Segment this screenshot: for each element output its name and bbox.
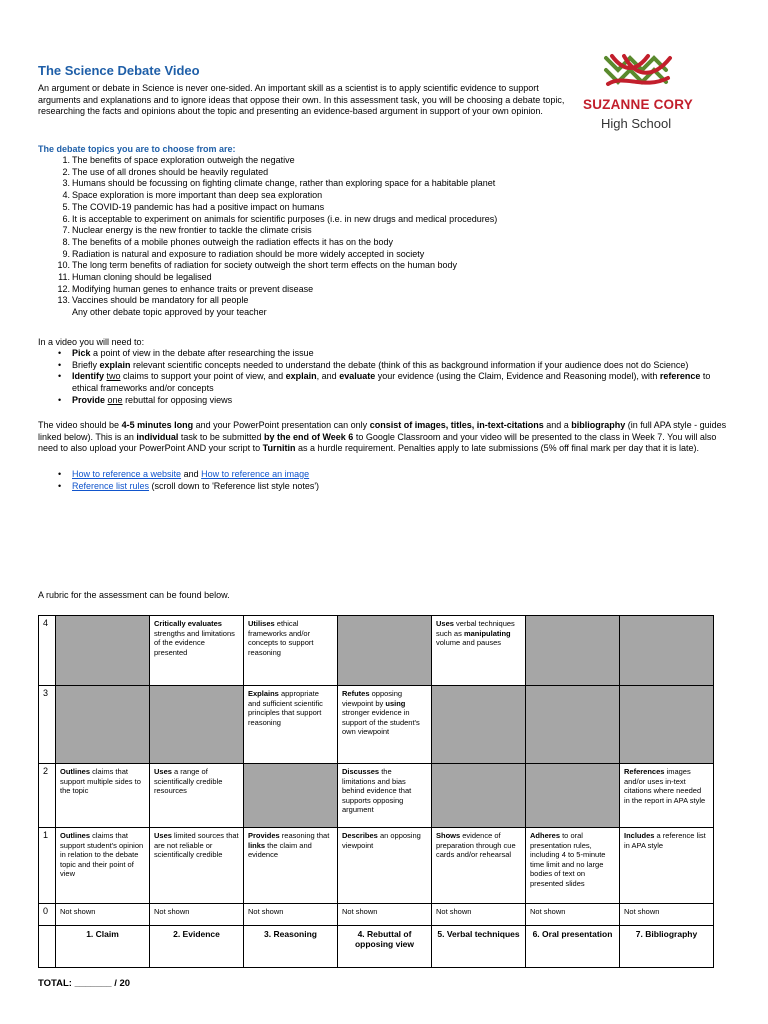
rubric-cell: Uses verbal techniques such as manipulating volume and pauses [432,616,526,686]
topics-heading: The debate topics you are to choose from are: [38,144,236,154]
link-reference-image[interactable]: How to reference an image [201,469,310,479]
rubric-cell: Not shown [56,904,150,926]
rubric-cell-empty [620,686,714,764]
list-item: • Briefly explain relevant scientific concepts needed to understand the debate (think of this as background information if your audience does not do Science) [38,360,728,372]
list-item: 9. Radiation is natural and exposure to radiation should be more widely accepted in society [62,248,425,259]
rubric-criterion-header: 7. Bibliography [620,926,714,968]
video-heading: In a video you will need to: [38,337,145,347]
rubric-level: 4 [39,616,56,686]
table-row [39,926,714,968]
rubric-cell: Utilises ethical frameworks and/or concepts to support reasoning [244,616,338,686]
rubric-cell: Not shown [620,904,714,926]
link-reference-website[interactable]: How to reference a website [72,469,182,479]
intro-paragraph: An argument or debate in Science is never one-sided. An important skill as a scientist is to apply scientific evidence to support arguments and explanations and to ignore ideas that oppose their own. In this assessment task, you will be choosing a debate topic, researching the facts and opinions about the topic and presenting an evidence-based argument in support of your own opinion. [38,83,565,117]
list-item: 10. The long term benefits of radiation for society outweigh the short term effects on the human body [57,260,458,271]
rubric-cell-empty [56,616,150,686]
rubric-cell: Outlines claims that support student's opinion in relation to the debate topic and their point of view [56,828,150,904]
logo-school-name: SUZANNE CORY [583,97,693,112]
rubric-level-blank [39,926,56,968]
rubric-cell-empty [244,764,338,828]
list-item: 12. Modifying human genes to enhance traits or prevent disease [57,283,314,294]
rubric-table [38,615,714,968]
rubric-level: 3 [39,686,56,764]
rubric-cell: Not shown [526,904,620,926]
list-item: 11. Human cloning should be legalised [58,272,212,283]
table-row [39,828,714,904]
rubric-cell: Includes a reference list in APA style [620,828,714,904]
tasks-list [38,348,728,407]
table-row [39,764,714,828]
list-item: 7. Nuclear energy is the new frontier to tackle the climate crisis [62,225,312,236]
list-item: 4. Space exploration is more important than deep sea exploration [62,190,323,201]
rubric-cell: Uses a range of scientifically credible resources [150,764,244,828]
list-item: 6. It is acceptable to experiment on animals for scientific purposes (i.e. in new drugs and medical procedures) [62,213,498,224]
rubric-cell: Not shown [338,904,432,926]
rubric-cell: References images and/or uses in-text citations where needed in the report in APA style [620,764,714,828]
rubric-cell-empty [432,764,526,828]
rubric-criterion-header: 1. Claim [56,926,150,968]
rubric-criterion-header: 3. Reasoning [244,926,338,968]
link-reference-list-rules[interactable]: Reference list rules [72,480,150,491]
rubric-level: 0 [39,904,56,926]
video-requirements-paragraph: The video should be 4-5 minutes long and your PowerPoint presentation can only consist of images, titles, in-text-citations and a bibliography (in full APA style - guides linked below). This is an individual task to be submitted by the end of Week 6 to Google Classroom and your video will be presented to the class in Week 7. You will also need to also upload your PowerPoint AND your script to Turnitin as a hurdle requirement. Penalties apply to late submissions (5% off final mark per day that it is late). [38,420,727,454]
rubric-cell: Provides reasoning that links the claim and evidence [244,828,338,904]
rubric-cell-empty [620,616,714,686]
topics-list [38,155,658,319]
table-row [39,616,714,686]
rubric-cell-empty [526,686,620,764]
table-row [39,904,714,926]
list-item: 1. The benefits of space exploration outweigh the negative [62,155,295,165]
list-item: 3. Humans should be focussing on fighting climate change, rather than exploring space for a habitable planet [62,178,496,189]
rubric-criterion-header: 4. Rebuttal of opposing view [338,926,432,968]
list-item: 13. Vaccines should be mandatory for all people [57,295,249,306]
rubric-cell: Explains appropriate and sufficient scientific principles that support reasoning [244,686,338,764]
list-item: • Identify two claims to support your point of view, and explain, and evaluate your evidence (using the Claim, Evidence and Reasoning model), with reference to ethical frameworks and/or concepts [38,371,728,394]
rubric-cell-empty [150,686,244,764]
table-row [39,686,714,764]
rubric-cell: Adheres to oral presentation rules, including 4 to 5-minute time limit and no large bodies of text on presented slides [526,828,620,904]
rubric-cell: Discusses the limitations and bias behind evidence that supports opposing argument [338,764,432,828]
rubric-cell: Not shown [432,904,526,926]
rubric-cell-empty [338,616,432,686]
rubric-criterion-header: 6. Oral presentation [526,926,620,968]
reference-links-list [38,469,319,492]
rubric-level: 1 [39,828,56,904]
document-title: The Science Debate Video [38,63,200,78]
rubric-cell-empty [526,764,620,828]
list-item: 5. The COVID-19 pandemic has had a positive impact on humans [62,201,325,212]
list-item: 2. The use of all drones should be heavily regulated [62,166,269,177]
rubric-level: 2 [39,764,56,828]
list-item: • How to reference a website and How to reference an image [38,469,319,481]
rubric-note: A rubric for the assessment can be found below. [38,590,230,600]
rubric-cell-empty [432,686,526,764]
rubric-cell: Critically evaluates strengths and limitations of the evidence presented [150,616,244,686]
list-item: 8. The benefits of a mobile phones outweigh the radiation effects it has on the body [62,236,394,247]
rubric-cell: Uses limited sources that are not reliable or scientifically credible [150,828,244,904]
rubric-cell: Not shown [150,904,244,926]
list-item: • Provide one rebuttal for opposing views [38,395,728,407]
rubric-cell: Outlines claims that support multiple sides to the topic [56,764,150,828]
rubric-criterion-header: 2. Evidence [150,926,244,968]
rubric-cell: Refutes opposing viewpoint by using stronger evidence in support of the student's own viewpoint [338,686,432,764]
rubric-cell: Shows evidence of preparation through cue cards and/or rehearsal [432,828,526,904]
list-item: • Reference list rules (scroll down to 'Reference list style notes') [38,481,319,493]
rubric-criterion-header: 5. Verbal techniques [432,926,526,968]
rubric-cell-empty [526,616,620,686]
rubric-cell: Not shown [244,904,338,926]
rubric-cell: Describes an opposing viewpoint [338,828,432,904]
logo-school-type: High School [601,116,672,131]
rubric-cell-empty [56,686,150,764]
total-score: TOTAL: _______ / 20 [38,978,131,989]
topics-other: Any other debate topic approved by your teacher [72,307,267,318]
list-item: • Pick a point of view in the debate after researching the issue [38,348,728,360]
